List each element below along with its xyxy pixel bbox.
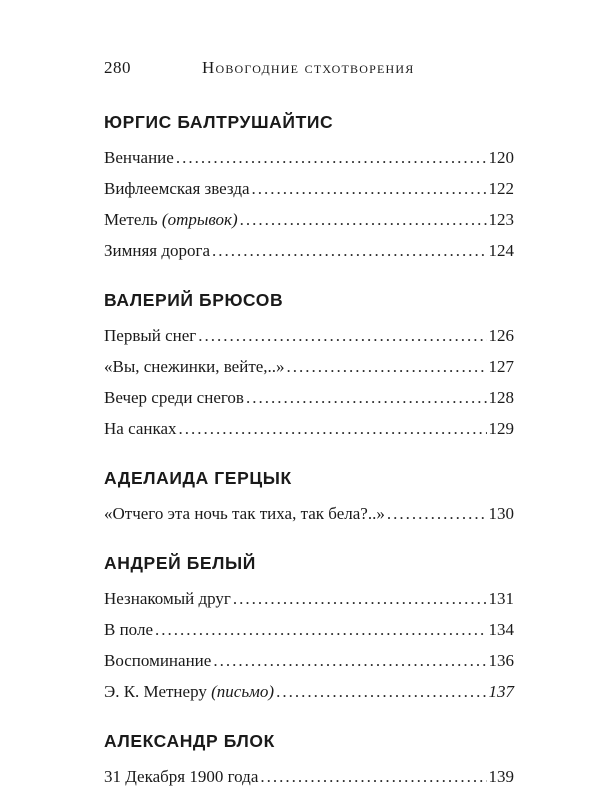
entry-title: «Вы, снежинки, вейте,..» xyxy=(104,357,285,376)
author-heading: ВАЛЕРИЙ БРЮСОВ xyxy=(104,290,284,310)
entry-title: Э. К. Метнеру (письмо) xyxy=(104,682,275,701)
entry-page: 122 xyxy=(488,179,514,198)
author-heading: АНДРЕЙ БЕЛЫЙ xyxy=(104,553,256,573)
toc-entry xyxy=(104,761,514,792)
entry-title: 31 Декабря 1900 года xyxy=(104,767,259,786)
toc-section xyxy=(104,727,514,792)
entry-title: На санках xyxy=(104,419,177,438)
entry-title: Зимняя дорога xyxy=(104,241,211,260)
leader-dots xyxy=(213,645,486,676)
leader-dots xyxy=(387,498,487,529)
author-heading: АДЕЛАИДА ГЕРЦЫК xyxy=(104,468,292,488)
toc-entry xyxy=(104,413,514,444)
running-head xyxy=(104,58,514,88)
running-title: Новогодние стхотворения xyxy=(202,58,415,77)
toc-entry xyxy=(104,351,514,382)
author-heading: ЮРГИС БАЛТРУШАЙТИС xyxy=(104,112,334,132)
entry-page: 120 xyxy=(488,148,514,167)
page-number: 280 xyxy=(104,58,131,77)
entry-title: Незнакомый друг xyxy=(104,589,231,608)
toc-entry xyxy=(104,498,514,529)
toc-section xyxy=(104,108,514,266)
entry-page: 136 xyxy=(488,651,514,670)
toc-entry xyxy=(104,204,514,235)
entry-page: 134 xyxy=(488,620,514,639)
leader-dots xyxy=(198,320,486,351)
leader-dots xyxy=(179,413,487,444)
entry-page: 130 xyxy=(488,504,514,523)
leader-dots xyxy=(252,173,487,204)
toc-section xyxy=(104,464,514,529)
toc-entry xyxy=(104,676,514,707)
entry-page: 137 xyxy=(488,682,514,701)
toc-entry xyxy=(104,382,514,413)
entry-page: 127 xyxy=(488,357,514,376)
leader-dots xyxy=(212,235,486,266)
entry-page: 126 xyxy=(488,326,514,345)
leader-dots xyxy=(233,583,487,614)
entry-title: Воспоминание xyxy=(104,651,212,670)
leader-dots xyxy=(260,761,486,792)
toc-entry xyxy=(104,583,514,614)
entry-title: «Отчего эта ночь так тиха, так бела?..» xyxy=(104,504,385,523)
entry-title: Метель (отрывок) xyxy=(104,210,238,229)
toc-section xyxy=(104,286,514,444)
entry-page: 124 xyxy=(488,241,514,260)
toc-entry xyxy=(104,614,514,645)
toc-entry xyxy=(104,173,514,204)
leader-dots xyxy=(276,676,486,707)
entry-page: 128 xyxy=(488,388,514,407)
entry-page: 129 xyxy=(488,419,514,438)
entry-title: Вифлеемская звезда xyxy=(104,179,250,198)
entry-title: Вечер среди снегов xyxy=(104,388,244,407)
leader-dots xyxy=(287,351,487,382)
entry-page: 123 xyxy=(488,210,514,229)
leader-dots xyxy=(155,614,487,645)
entry-title: В поле xyxy=(104,620,153,639)
toc-page xyxy=(104,58,514,792)
toc-entry xyxy=(104,320,514,351)
leader-dots xyxy=(246,382,487,413)
entry-page: 131 xyxy=(488,589,514,608)
toc-entry xyxy=(104,142,514,173)
entry-title: Венчание xyxy=(104,148,174,167)
toc-section xyxy=(104,549,514,707)
entry-title: Первый снег xyxy=(104,326,197,345)
entry-page: 139 xyxy=(488,767,514,786)
leader-dots xyxy=(240,204,487,235)
author-heading: АЛЕКСАНДР БЛОК xyxy=(104,731,275,751)
leader-dots xyxy=(176,142,487,173)
toc-entry xyxy=(104,645,514,676)
toc-entry xyxy=(104,235,514,266)
